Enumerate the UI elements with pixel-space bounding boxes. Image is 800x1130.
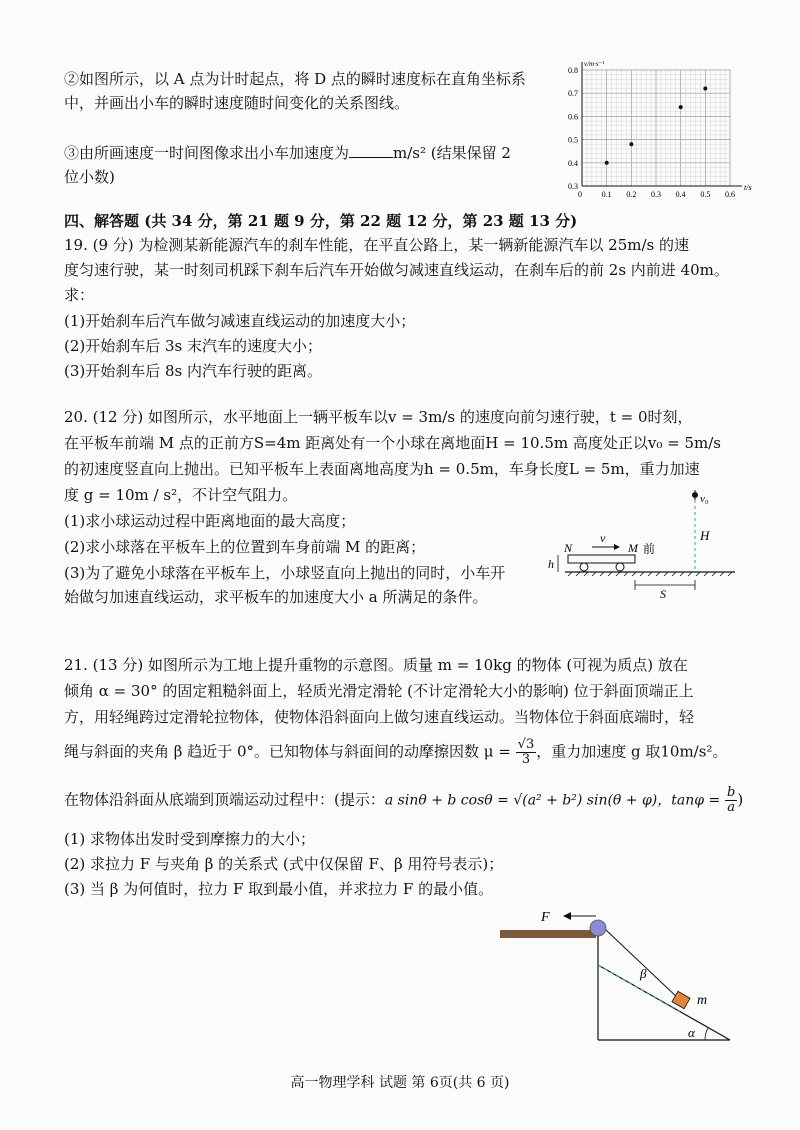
- tan-fraction: $\frac{b}{a}$: [727, 785, 736, 815]
- y-tick-label: 0.8: [568, 66, 578, 75]
- x-tick-label: 0.1: [601, 190, 612, 199]
- q21-hint: [64, 786, 743, 815]
- rope: [606, 930, 680, 1000]
- q20-sub2: (2)求小球落在平板车上的位置到车身前端 M 的距离；: [64, 538, 426, 556]
- q18-part3-line1: [64, 142, 511, 164]
- q21-line4: [64, 738, 727, 767]
- cart-wheel-front: [616, 563, 624, 571]
- q21-line2: 倾角 α = 30° 的固定粗糙斜面上，轻质光滑定滑轮 (不计定滑轮大小的影响) 位于斜面顶端正上: [64, 682, 694, 700]
- y-tick-label: 0.3: [568, 182, 578, 191]
- q21-sub3: (3) 当 β 为何值时，拉力 F 取到最小值，并求拉力 F 的最小值。: [64, 880, 494, 898]
- page-footer: 高一物理学科 试题 第 6页(共 6 页): [290, 1075, 510, 1091]
- q20-sub1: (1)求小球运动过程中距离地面的最大高度；: [64, 512, 356, 530]
- hint-end: ): [737, 790, 744, 809]
- label-M: M: [628, 541, 638, 555]
- label-front: 前: [643, 542, 656, 556]
- x-tick-label: 0.2: [626, 190, 637, 199]
- q21-line4-end: ，重力加速度 g 取10m/s²。: [536, 742, 728, 761]
- x-tick-label: 0.3: [651, 190, 661, 199]
- q21-sub1: (1) 求物体出发时受到摩擦力的大小；: [64, 830, 316, 848]
- data-point: [679, 105, 683, 109]
- data-point: [703, 87, 707, 91]
- q18-part3-unit: m/s² (结果保留 2: [393, 144, 511, 162]
- q21-line3: 方，用轻绳跨过定滑轮拉物体，使物体沿斜面向上做匀速直线运动。当物体位于斜面底端时，轻: [64, 708, 695, 726]
- x-tick-label: 0.6: [725, 190, 735, 199]
- y-tick-label: 0.6: [568, 112, 578, 122]
- q21-sub2: (2) 求拉力 F 与夹角 β 的关系式 (式中仅保留 F、β 用符号表示)；: [64, 855, 504, 873]
- q19-line1: 19. (9 分) 为检测某新能源汽车的刹车性能，在平直公路上，某一辆新能源汽车以 25m/s 的速: [64, 236, 690, 254]
- block-m: [672, 991, 690, 1008]
- q20-line2: 在平板车前端 M 点的正前方S=4m 距离处有一个小球在离地面H = 10.5m 高度处正以v₀ = 5m/s: [64, 434, 721, 452]
- alpha-arc: [705, 1028, 708, 1040]
- hint-text: 在物体沿斜面从底端到顶端运动过程中：(提示：: [64, 790, 385, 809]
- origin-label: 0: [578, 190, 582, 199]
- data-point: [605, 161, 609, 165]
- label-m: m: [697, 993, 708, 1008]
- x-tick-label: 0.4: [675, 190, 686, 199]
- q19-line2: 度匀速行驶，某一时刻司机踩下刹车后汽车开始做匀减速直线运动，在刹车后的前 2s 内前进 40m。: [64, 261, 729, 279]
- q18-part3-text: ③由所画速度一时间图像求出小车加速度为: [64, 144, 350, 162]
- q21-line4-text: 绳与斜面的夹角 β 趋近于 0°。已知物体与斜面间的动摩擦因数 μ =: [64, 742, 511, 761]
- q19-sub3: (3)开始刹车后 8s 内汽车行驶的距离。: [64, 362, 323, 380]
- q21-line1: 21. (13 分) 如图所示为工地上提升重物的示意图。质量 m = 10kg 的物体 (可视为质点) 放在: [64, 656, 688, 674]
- q20-sub3a: (3)为了避免小球落在平板车上，小球竖直向上抛出的同时，小车开: [64, 564, 506, 582]
- hint-formula: a sinθ + b cosθ = √(a² + b²) sin(θ + φ)，tanφ =: [384, 792, 721, 809]
- cart-wheel-rear: [580, 563, 588, 571]
- section-heading: 四、解答题 (共 34 分，第 21 题 9 分，第 22 题 12 分，第 23 题 13 分): [64, 212, 578, 230]
- q19-sub2: (2)开始刹车后 3s 末汽车的速度大小；: [64, 337, 323, 355]
- label-beta: β: [640, 966, 647, 981]
- velocity-time-chart: [560, 56, 750, 206]
- label-v0: v₀: [700, 493, 709, 505]
- y-tick-label: 0.7: [568, 89, 578, 99]
- data-point: [629, 142, 633, 146]
- label-alpha: α: [688, 1025, 695, 1040]
- q20-line4: 度 g = 10m / s²，不计空气阻力。: [64, 486, 298, 504]
- q19-line3: 求：: [64, 286, 95, 304]
- cart-ball-diagram: [540, 490, 740, 600]
- pulley: [590, 920, 606, 936]
- q20-sub3b: 始做匀加速直线运动，求平板车的加速度大小 a 所满足的条件。: [64, 588, 488, 606]
- y-tick-label: 0.5: [568, 135, 578, 145]
- q18-part3-line2: 位小数): [64, 168, 115, 186]
- x-tick-label: 0.5: [700, 190, 711, 199]
- label-v: v: [600, 531, 606, 545]
- q20-line3: 的初速度竖直向上抛出。已知平板车上表面离地高度为h = 0.5m，车身长度L = 5m，重力加速: [64, 460, 700, 478]
- q20-line1: 20. (12 分) 如图所示，水平地面上一辆平板车以v = 3m/s 的速度向前匀速行驶，t = 0时刻，: [64, 408, 693, 426]
- incline-pulley-diagram: [490, 900, 740, 1045]
- label-F: F: [541, 910, 550, 925]
- q19-sub1: (1)开始刹车后汽车做匀减速直线运动的加速度大小；: [64, 312, 416, 330]
- y-axis-label: v/m·s⁻¹: [584, 60, 605, 68]
- q18-part2-line1: ②如图所示，以 A 点为计时起点，将 D 点的瞬时速度标在直角坐标系: [64, 70, 526, 88]
- answer-blank[interactable]: [349, 143, 393, 158]
- label-h: h: [548, 557, 554, 571]
- mu-fraction: $\frac{√3}{3}$: [517, 737, 535, 767]
- label-N: N: [564, 541, 573, 555]
- label-S: S: [660, 587, 666, 601]
- cart-body: [568, 555, 635, 563]
- x-axis-label: t/s: [744, 183, 752, 192]
- label-H: H: [700, 528, 710, 543]
- horizontal-beam: [500, 930, 596, 938]
- q18-part2-line2: 中，并画出小车的瞬时速度随时间变化的关系图线。: [64, 94, 410, 112]
- y-tick-label: 0.4: [568, 158, 578, 168]
